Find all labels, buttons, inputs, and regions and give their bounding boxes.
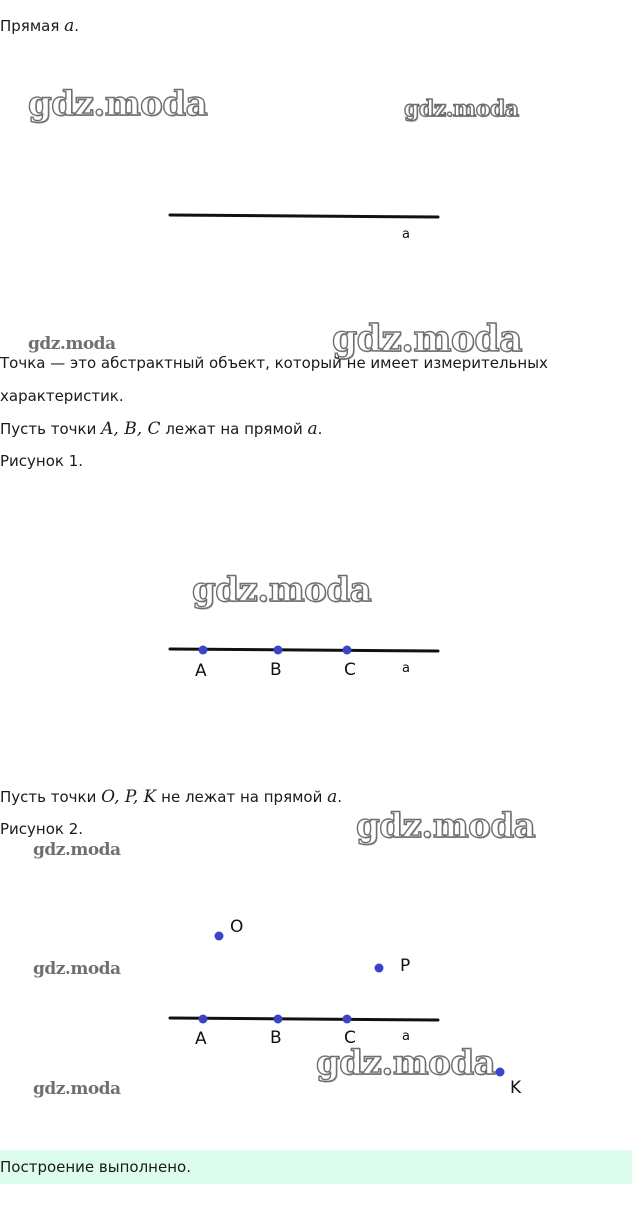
- label-o: O: [230, 917, 244, 937]
- label-c: C: [344, 660, 356, 680]
- label-b: B: [270, 1028, 282, 1048]
- statement-suffix: .: [317, 420, 323, 438]
- line-variable: a: [327, 787, 338, 807]
- figure-1-caption: Рисунок 1.: [0, 452, 84, 470]
- intro-suffix: .: [74, 17, 80, 35]
- statement-prefix: Пусть точки: [0, 788, 97, 806]
- line-label: a: [402, 1029, 410, 1044]
- point-p: [375, 964, 384, 973]
- point-variables: A, B, C: [101, 419, 161, 439]
- watermark-logo: gdz.moda: [332, 318, 522, 360]
- point-k: [496, 1068, 505, 1077]
- label-k: K: [510, 1078, 522, 1098]
- points-on-line-statement: [0, 419, 322, 439]
- statement-mid: не лежат на прямой: [161, 788, 323, 806]
- line-a: [170, 649, 438, 651]
- watermark-logo: gdz.moda: [192, 570, 372, 610]
- line-a: [170, 215, 438, 217]
- label-a: A: [195, 1029, 207, 1049]
- line-variable: a: [64, 16, 75, 36]
- result-text: Построение выполнено.: [0, 1158, 191, 1176]
- point-a: [199, 1015, 208, 1024]
- watermark-logo: gdz.moda: [28, 334, 116, 354]
- line-a: [170, 1018, 438, 1020]
- statement-suffix: .: [337, 788, 343, 806]
- definition-line-1: Точка — это абстрактный объект, который не имеет измерительных: [0, 354, 548, 372]
- statement-prefix: Пусть точки: [0, 420, 97, 438]
- watermark-logo: gdz.moda: [404, 96, 519, 122]
- point-o: [215, 932, 224, 941]
- point-c: [343, 646, 352, 655]
- statement-mid: лежат на прямой: [165, 420, 303, 438]
- figure-2-caption: Рисунок 2.: [0, 820, 84, 838]
- point-c: [343, 1015, 352, 1024]
- line-variable: a: [307, 419, 318, 439]
- label-a: A: [195, 661, 207, 681]
- watermark-logo: gdz.moda: [356, 806, 536, 846]
- point-b: [274, 646, 283, 655]
- point-b: [274, 1015, 283, 1024]
- watermark-logo: gdz.moda: [33, 840, 121, 860]
- watermark-logo: gdz.moda: [33, 1079, 121, 1099]
- label-p: P: [400, 956, 411, 976]
- watermark-logo: gdz.moda: [316, 1043, 496, 1083]
- label-b: B: [270, 660, 282, 680]
- intro-line: [0, 16, 79, 36]
- figure-1: [0, 635, 632, 695]
- definition-line-2: характеристик.: [0, 387, 124, 405]
- line-label: a: [402, 661, 410, 676]
- point-a: [199, 646, 208, 655]
- watermark-logo: gdz.moda: [33, 959, 121, 979]
- figure-line-a: [0, 200, 632, 260]
- result-banner: [0, 1150, 632, 1184]
- points-off-line-statement: [0, 787, 342, 807]
- label-c: C: [344, 1028, 356, 1048]
- point-variables: O, P, K: [101, 787, 157, 807]
- watermark-logo: gdz.moda: [28, 84, 208, 124]
- intro-prefix: Прямая: [0, 17, 60, 35]
- line-label: a: [402, 227, 410, 242]
